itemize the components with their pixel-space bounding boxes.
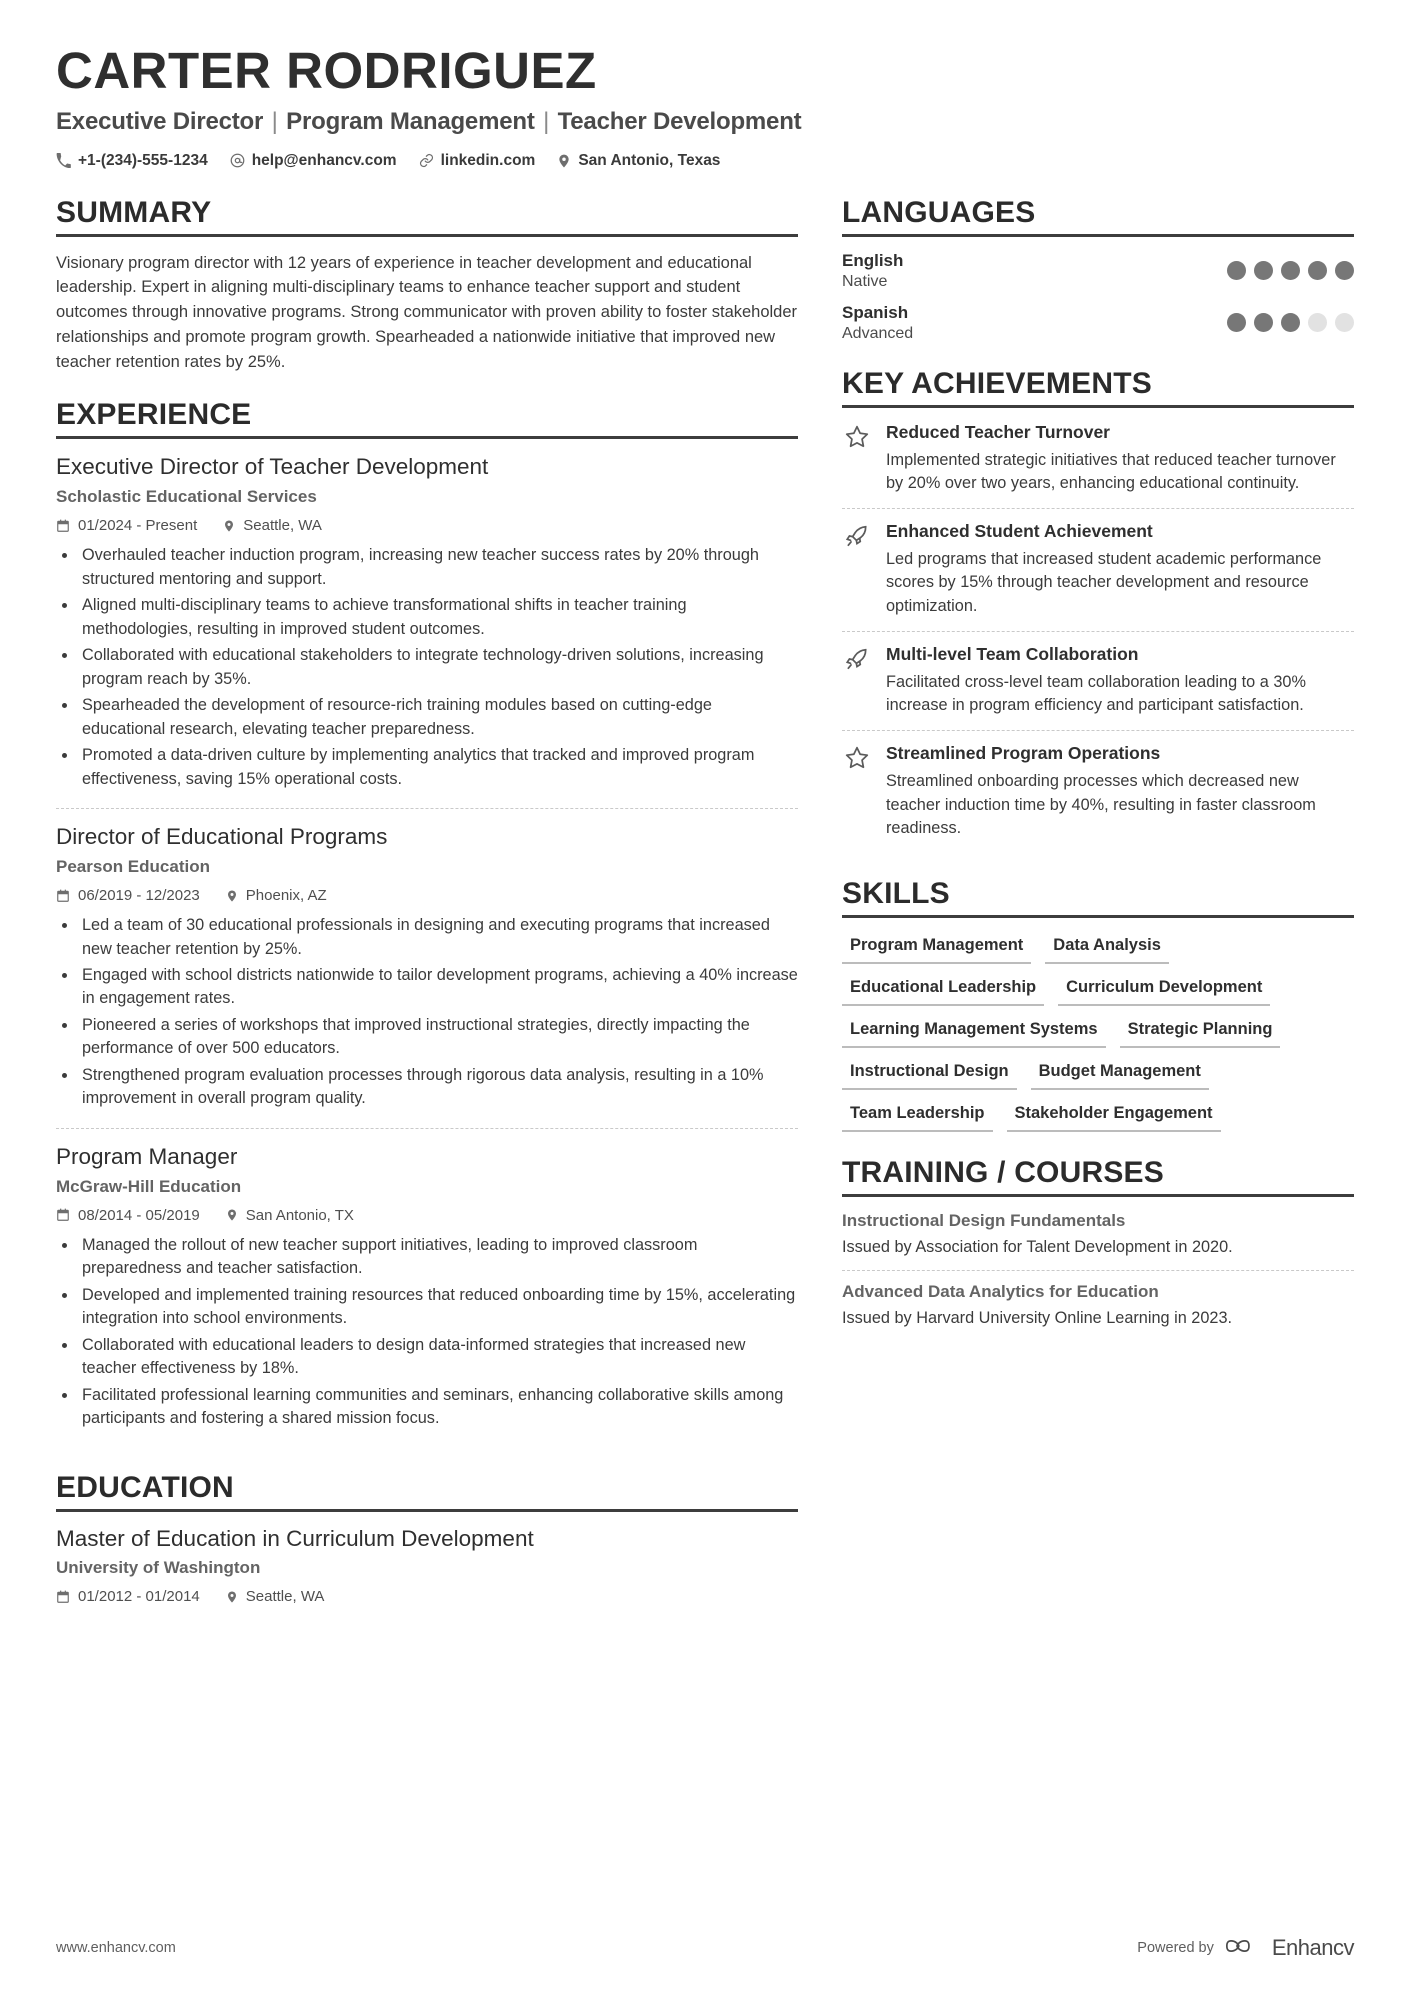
rocket-icon [842, 521, 872, 619]
achievement-body [886, 644, 1354, 718]
experience-item [56, 823, 798, 1129]
achievement-description: Implemented strategic initiatives that reduced teacher turnover by 20% over two years, enhancing educational continuity. [886, 450, 1336, 493]
language-rating [1227, 261, 1354, 280]
rating-dot [1254, 313, 1273, 332]
achievement-body [886, 422, 1354, 496]
job-bullet: • Facilitated professional learning communities and seminars, enhancing collaborative skills among participants and fostering a shared mission focus. [78, 1384, 798, 1431]
skill-chip: Program Management [842, 932, 1031, 964]
resume-header [56, 44, 1354, 170]
achievements-section [842, 367, 1354, 853]
language-info [842, 303, 913, 343]
achievement-heading: Enhanced Student Achievement [886, 520, 1153, 541]
skills-section [842, 877, 1354, 1132]
skill-chip: Team Leadership [842, 1100, 993, 1132]
training-section [842, 1156, 1354, 1342]
left-column [56, 196, 798, 1630]
skills-list [842, 932, 1354, 1132]
education-title: EDUCATION [56, 1471, 798, 1512]
contact-link-text: linkedin.com [440, 151, 536, 169]
experience-item [56, 453, 798, 809]
languages-title: LANGUAGES [842, 196, 1354, 237]
job-dates-text: 06/2019 - 12/2023 [78, 887, 200, 905]
achievement-description: Led programs that increased student academic performance scores by 15% through teacher development and resource optimization. [886, 549, 1322, 616]
rating-dot [1281, 313, 1300, 332]
achievement-item [842, 422, 1354, 509]
achievement-description: Facilitated cross-level team collaboration leading to a 30% increase in program efficiency and participant satisfaction. [886, 672, 1306, 715]
education-school: University of Washington [56, 1558, 261, 1578]
location-icon [557, 153, 571, 169]
job-title: Program Manager [56, 1143, 238, 1169]
enhancv-logo-icon [1226, 1935, 1260, 1961]
star-icon [842, 743, 872, 841]
skill-chip: Budget Management [1031, 1058, 1209, 1090]
rating-dot [1308, 313, 1327, 332]
achievement-body [886, 521, 1354, 619]
experience-item [56, 1143, 798, 1448]
achievement-heading: Reduced Teacher Turnover [886, 421, 1110, 442]
calendar-icon [56, 1590, 70, 1604]
resume-body [56, 196, 1354, 1630]
job-company: Pearson Education [56, 857, 210, 877]
job-bullet: • Managed the rollout of new teacher support initiatives, leading to improved classroom preparedness and teacher satisfaction. [78, 1234, 798, 1281]
education-location-text: Seattle, WA [245, 1588, 325, 1606]
skills-title: SKILLS [842, 877, 1354, 918]
job-dates [56, 887, 200, 904]
job-location-text: San Antonio, TX [245, 1206, 354, 1224]
training-title: TRAINING / COURSES [842, 1156, 1354, 1197]
contact-location [557, 152, 720, 170]
location-icon [226, 1208, 238, 1222]
job-bullet: • Collaborated with educational leaders to design data-informed strategies that increased new teacher effectiveness by 18%. [78, 1334, 798, 1381]
job-dates-text: 01/2024 - Present [78, 517, 198, 535]
skill-chip: Curriculum Development [1058, 974, 1270, 1006]
phone-icon [56, 153, 71, 168]
rating-dot [1227, 261, 1246, 280]
summary-title: SUMMARY [56, 196, 798, 237]
link-icon [419, 153, 434, 168]
job-bullets [78, 544, 798, 791]
achievement-item [842, 743, 1354, 853]
job-bullets [78, 914, 798, 1111]
job-dates-text: 08/2014 - 05/2019 [78, 1206, 200, 1224]
training-heading: Instructional Design Fundamentals [842, 1210, 1126, 1230]
email-icon [230, 153, 245, 168]
skill-chip: Stakeholder Engagement [1007, 1100, 1221, 1132]
job-bullet: • Collaborated with educational stakeholders to integrate technology-driven solutions, increasing program reach by 35%. [78, 644, 798, 691]
contact-phone [56, 152, 208, 170]
rocket-icon [842, 644, 872, 718]
brand-name: Enhancv [1271, 1935, 1354, 1960]
job-bullet: • Engaged with school districts nationwide to tailor development programs, achieving a 40% increase in engagement rates. [78, 964, 798, 1011]
contact-email-text: help@enhancv.com [251, 151, 397, 169]
headline-part-1: Executive Director [56, 107, 264, 135]
powered-by-label: Powered by [1137, 1940, 1214, 1956]
education-location [226, 1588, 325, 1605]
achievement-body [886, 743, 1354, 841]
skill-chip: Learning Management Systems [842, 1016, 1106, 1048]
skill-chip: Educational Leadership [842, 974, 1044, 1006]
footer-brand [1137, 1935, 1354, 1961]
education-dates [56, 1588, 200, 1605]
location-icon [226, 889, 238, 903]
rating-dot [1308, 261, 1327, 280]
job-meta [56, 517, 798, 534]
job-bullet: • Developed and implemented training resources that reduced onboarding time by 15%, accelerating integration into school environments. [78, 1284, 798, 1331]
education-section [56, 1471, 798, 1605]
job-title: Executive Director of Teacher Development [56, 454, 489, 480]
candidate-name: CARTER RODRIGUEZ [56, 42, 597, 99]
language-name: Spanish [842, 302, 909, 322]
skill-chip: Data Analysis [1045, 932, 1169, 964]
job-bullets [78, 1234, 798, 1431]
contact-location-text: San Antonio, Texas [578, 151, 721, 169]
achievement-heading: Multi-level Team Collaboration [886, 643, 1139, 664]
headline-separator: | [536, 107, 556, 135]
rating-dot [1254, 261, 1273, 280]
job-bullet: • Overhauled teacher induction program, increasing new teacher success rates by 20% through structured mentoring and support. [78, 544, 798, 591]
star-icon [842, 422, 872, 496]
job-company: Scholastic Educational Services [56, 487, 317, 507]
skill-chip: Strategic Planning [1120, 1016, 1281, 1048]
contact-link[interactable] [419, 152, 536, 170]
training-description: Issued by Harvard University Online Learning in 2023. [842, 1309, 1233, 1328]
location-icon [226, 1590, 238, 1604]
footer-website[interactable]: www.enhancv.com [56, 1940, 176, 1956]
job-dates [56, 517, 197, 534]
languages-section [842, 196, 1354, 343]
job-bullet: • Led a team of 30 educational professionals in designing and executing programs that increased new teacher retention by 25%. [78, 914, 798, 961]
job-bullet: • Promoted a data-driven culture by implementing analytics that tracked and improved program effectiveness, saving 15% operational costs. [78, 744, 798, 791]
contact-row [56, 152, 1354, 170]
headline-part-3: Teacher Development [557, 107, 802, 135]
job-bullet: • Spearheaded the development of resource-rich training modules based on cutting-edge educational research, elevating teacher preparedness. [78, 694, 798, 741]
job-title: Director of Educational Programs [56, 823, 388, 849]
training-item [842, 1211, 1354, 1272]
experience-section [56, 398, 798, 1447]
job-location [223, 517, 322, 534]
headline-separator: | [265, 107, 285, 135]
rating-dot [1281, 261, 1300, 280]
education-degree: Master of Education in Curriculum Development [56, 1526, 534, 1552]
job-bullet: • Pioneered a series of workshops that improved instructional strategies, directly impacting the performance of over 500 educators. [78, 1014, 798, 1061]
education-item [56, 1526, 798, 1605]
job-location-text: Seattle, WA [243, 517, 322, 535]
location-icon [223, 519, 235, 533]
job-location [226, 1207, 354, 1224]
job-location-text: Phoenix, AZ [245, 887, 327, 905]
job-meta [56, 887, 798, 904]
language-rating [1227, 313, 1354, 332]
achievement-item [842, 644, 1354, 731]
candidate-headline [56, 108, 1354, 136]
achievements-title: KEY ACHIEVEMENTS [842, 367, 1354, 408]
achievement-description: Streamlined onboarding processes which decreased new teacher induction time by 40%, resulting in faster classroom readiness. [886, 771, 1316, 838]
summary-text: Visionary program director with 12 years of experience in teacher development and educational leadership. Expert in aligning multi-disciplinary teams to enhance teacher support and student outcomes through innovative programs. Strong communicator with proven ability to foster stakeholder relationships and promote program growth. Spearheaded a nationwide initiative that improved new teacher retention rates by 25%. [56, 253, 798, 371]
rating-dot [1335, 261, 1354, 280]
calendar-icon [56, 889, 70, 903]
achievement-heading: Streamlined Program Operations [886, 742, 1161, 763]
language-level: Advanced [842, 324, 914, 342]
education-meta [56, 1588, 798, 1605]
language-name: English [842, 250, 904, 270]
resume-footer [56, 1935, 1354, 1961]
job-bullet: • Strengthened program evaluation processes through rigorous data analysis, resulting in a 10% improvement in overall program quality. [78, 1064, 798, 1111]
achievement-item [842, 521, 1354, 632]
job-location [226, 887, 327, 904]
language-item [842, 303, 1354, 343]
contact-email[interactable] [230, 152, 397, 170]
job-meta [56, 1207, 798, 1224]
right-column [842, 196, 1354, 1367]
training-description: Issued by Association for Talent Development in 2020. [842, 1237, 1233, 1256]
calendar-icon [56, 519, 70, 533]
summary-section [56, 196, 798, 375]
language-item [842, 251, 1354, 291]
education-dates-text: 01/2012 - 01/2014 [78, 1588, 200, 1606]
job-company: McGraw-Hill Education [56, 1176, 242, 1196]
skill-chip: Instructional Design [842, 1058, 1017, 1090]
rating-dot [1227, 313, 1246, 332]
headline-part-2: Program Management [286, 107, 535, 135]
language-level: Native [842, 272, 888, 290]
calendar-icon [56, 1208, 70, 1222]
experience-title: EXPERIENCE [56, 398, 798, 439]
rating-dot [1335, 313, 1354, 332]
job-bullet: • Aligned multi-disciplinary teams to achieve transformational shifts in teacher training methodologies, resulting in improved student outcomes. [78, 594, 798, 641]
training-heading: Advanced Data Analytics for Education [842, 1282, 1159, 1302]
training-item [842, 1282, 1354, 1342]
job-dates [56, 1207, 200, 1224]
contact-phone-text: +1-(234)-555-1234 [78, 151, 208, 169]
language-info [842, 251, 903, 291]
